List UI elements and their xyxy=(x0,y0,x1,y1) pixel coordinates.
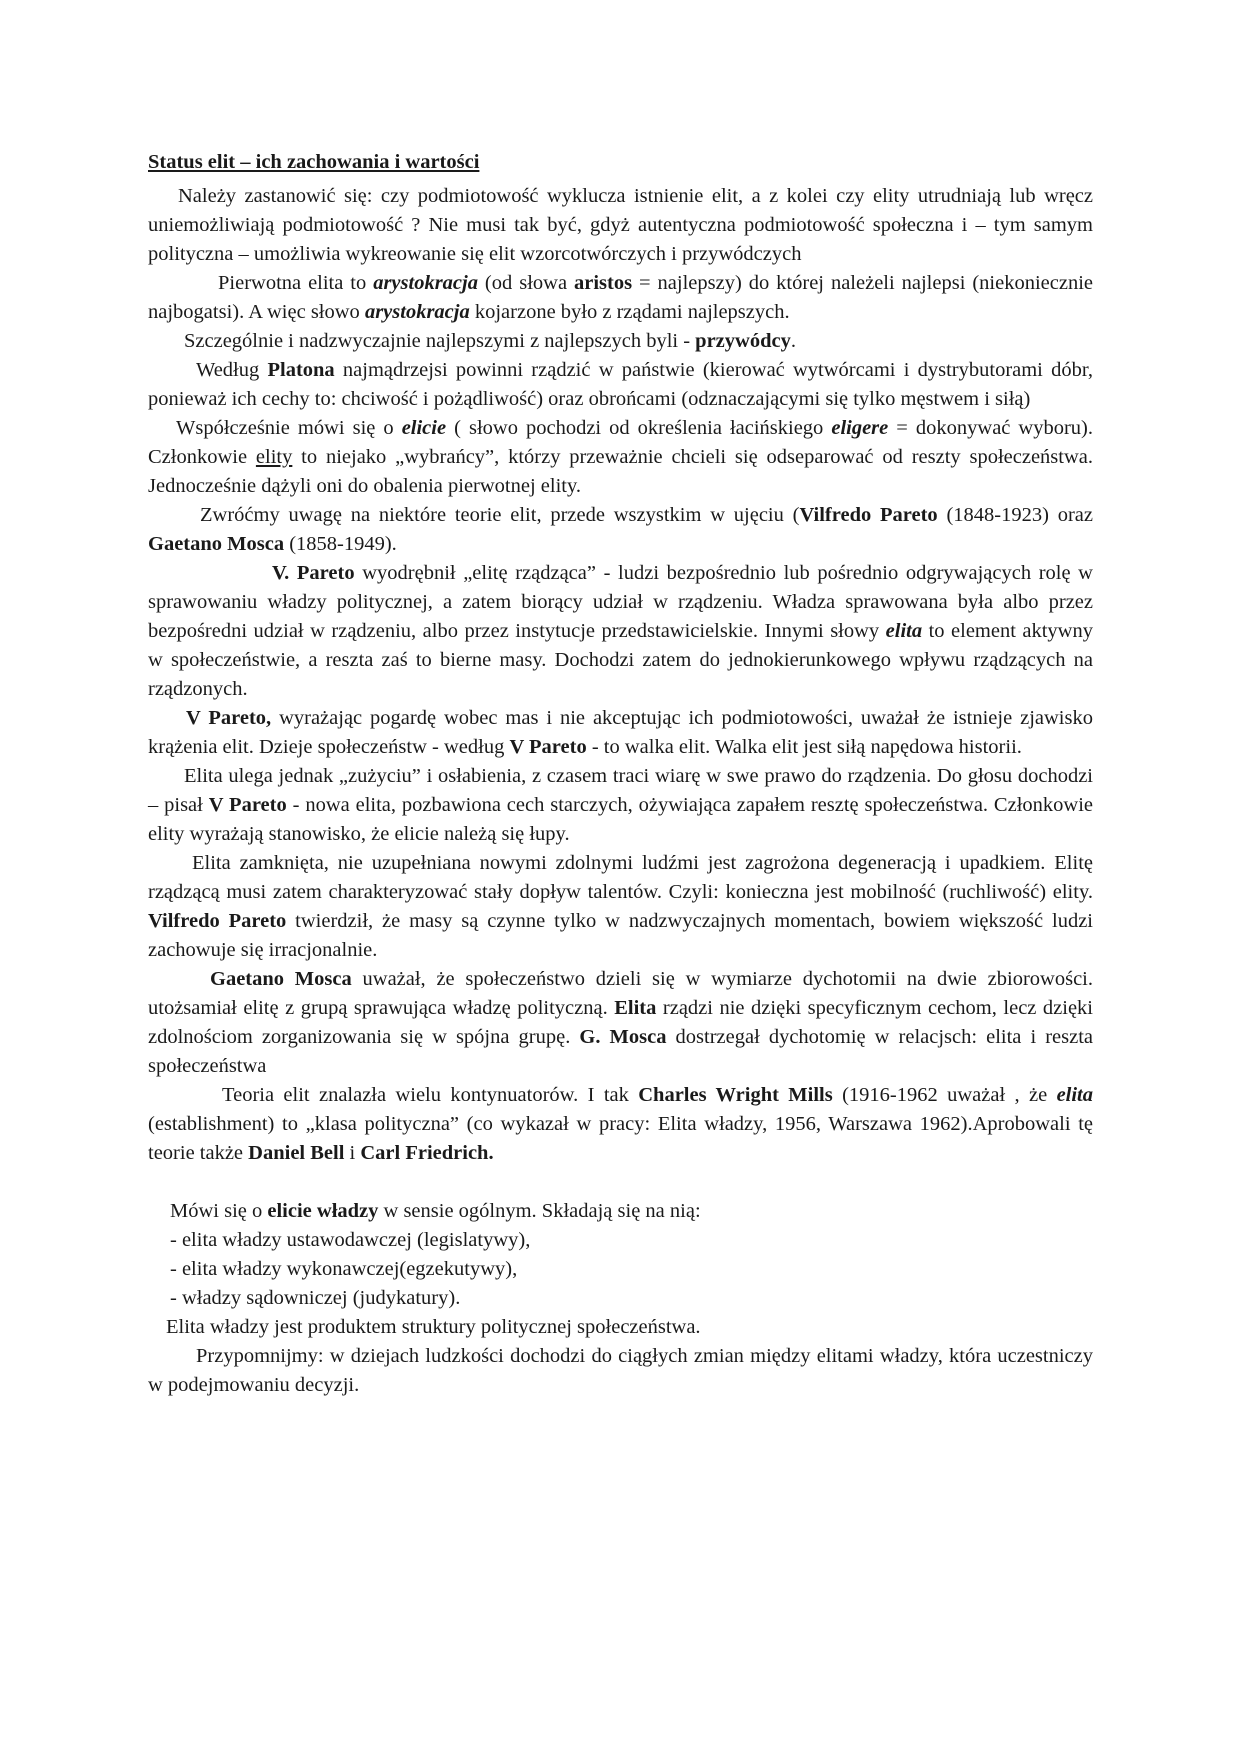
text-run: (establishment) to „klasa polityczna” (co wykazał w pracy: Elita władzy, 1956, Warszawa 1962).Aprobowali tę teorie także xyxy=(148,1113,1093,1164)
text-run: V Pareto, xyxy=(186,707,272,729)
text-run: to element aktywny w społeczeństwie, a reszta zaś to bierne masy. Dochodzi zatem do jednokierunkowego wpływu rządzących na rządzonych. xyxy=(148,620,1093,700)
text-run: Współcześnie mówi się o xyxy=(176,417,402,439)
elite-power-list xyxy=(148,1226,1093,1313)
text-run: Według xyxy=(196,359,268,381)
elite-power-intro xyxy=(148,1197,1093,1226)
text-run: Należy zastanowić się: czy podmiotowość wyklucza istnienie elit, a z kolei czy elity utrudniają lub wręcz uniemożliwiają podmiotowość ? Nie musi tak być, gdyż autentyczna podmiotowość społeczna i – tym samym polityczna – umożliwia wykreowanie się elit wzorcotwórczych i przywódczych xyxy=(148,185,1093,265)
text-run: kojarzone było z rządami najlepszych. xyxy=(469,301,790,323)
text-run: elity xyxy=(255,446,293,468)
text-run: Carl Friedrich. xyxy=(360,1142,494,1164)
text-run: przywódcy xyxy=(695,330,791,352)
list-item: - elita władzy wykonawczej(egzekutywy), xyxy=(170,1258,518,1280)
text-run: elita xyxy=(885,620,923,642)
text-run: Platona xyxy=(267,359,335,381)
body-paragraph xyxy=(148,327,1093,356)
text-run: Teoria elit znalazła wielu kontynuatorów. I tak xyxy=(222,1084,639,1106)
text-run: wyrażając pogardę wobec mas i nie akceptując ich podmiotowości, uważał że istnieje zjawisko krążenia elit. Dzieje społeczeństw - według xyxy=(148,707,1093,758)
text-run: (1916-1962 uważał , że xyxy=(832,1084,1057,1106)
text-run: = dokonywać wyboru). Członkowie xyxy=(148,417,1093,468)
text-run: twierdził, że masy są czynne tylko w nadzwyczajnych momentach, bowiem większość ludzi zachowuje się irracjonalnie. xyxy=(148,910,1093,961)
text-run: ( słowo pochodzi od określenia łacińskiego xyxy=(446,417,832,439)
text-run: i xyxy=(344,1142,361,1164)
text-run: . xyxy=(790,330,796,352)
text-run: rządzi nie dzięki specyficznym cechom, lecz dzięki zdolnościom zorganizowania się w spójna grupę. xyxy=(148,997,1093,1048)
text-run: to niejako „wybrańcy”, którzy przeważnie chcieli się odseparować od reszty społeczeństwa. Jednocześnie dążyli oni do obalenia pierwotnej elity. xyxy=(148,446,1093,497)
text-run: Mówi się o xyxy=(170,1200,268,1222)
body-paragraphs xyxy=(148,182,1093,1168)
text-run: elita xyxy=(1056,1084,1093,1106)
text-run: arystokracja xyxy=(364,301,470,323)
list-item: - władzy sądowniczej (judykatury). xyxy=(170,1287,461,1309)
text-run: - nowa elita, pozbawiona cech starczych, ożywiająca zapałem resztę społeczeństwa. Członkowie elity wyrażają stanowisko, że elicie należą się łupy. xyxy=(148,794,1093,845)
text-run: arystokracja xyxy=(373,272,478,294)
closing-paragraph: Elita władzy jest produktem struktury politycznej społeczeństwa. xyxy=(166,1316,701,1338)
text-run: elicie władzy xyxy=(267,1200,379,1222)
body-paragraph xyxy=(148,414,1093,501)
text-run: V. Pareto xyxy=(272,562,355,584)
body-paragraph xyxy=(148,849,1093,965)
text-run: Gaetano Mosca xyxy=(148,533,285,555)
text-run: Szczególnie i nadzwyczajnie najlepszymi z najlepszych byli - xyxy=(184,330,696,352)
body-paragraph xyxy=(148,559,1093,704)
document-page xyxy=(148,148,1093,1400)
text-run: Gaetano Mosca xyxy=(210,968,352,990)
body-paragraph xyxy=(148,182,1093,269)
body-paragraph xyxy=(148,269,1093,327)
text-run: Pierwotna elita to xyxy=(218,272,374,294)
text-run: Daniel Bell xyxy=(248,1142,345,1164)
text-run: wyodrębnił „elitę rządząca” - ludzi bezpośrednio lub pośrednio odgrywających rolę w sprawowaniu władzy politycznej, a zatem biorący udział w rządzeniu. Władza sprawowana była albo przez bezpośredni udział w rządzeniu, albo przez instytucje przedstawicielskie. Innymi słowy xyxy=(148,562,1093,642)
text-run: dostrzegał dychotomię w relacjsch: elita i reszta społeczeństwa xyxy=(148,1026,1094,1077)
text-run: w sensie ogólnym. Składają się na nią: xyxy=(378,1200,701,1222)
text-run: (od słowa xyxy=(477,272,574,294)
text-run: uważał, że społeczeństwo dzieli się w wymiarze dychotomii na dwie zbiorowości. utożsamiał elitę z grupą sprawująca władzę polityczną. xyxy=(148,968,1094,1019)
body-paragraph xyxy=(148,965,1093,1081)
body-paragraph xyxy=(148,356,1093,414)
text-run: Elita xyxy=(614,997,657,1019)
paragraph-gap xyxy=(148,1168,1093,1197)
text-run: najmądrzejsi powinni rządzić w państwie (kierować wytwórcami i dystrybutorami dóbr, ponieważ ich cechy to: chciwość i pożądliwość) oraz obrońcami (odznaczającymi się tylko męstwem i siłą) xyxy=(148,359,1093,410)
text-run: aristos xyxy=(574,272,633,294)
text-run: - to walka elit. Walka elit jest siłą napędowa historii. xyxy=(586,736,1022,758)
body-paragraph xyxy=(148,704,1093,762)
text-run: (1858-1949). xyxy=(284,533,397,555)
document-title: Status elit – ich zachowania i wartości xyxy=(148,151,480,173)
text-run: (1848-1923) oraz xyxy=(937,504,1093,526)
text-run: elicie xyxy=(401,417,447,439)
list-item: - elita władzy ustawodawczej (legislatywy), xyxy=(170,1229,531,1251)
text-run: Elita zamknięta, nie uzupełniana nowymi zdolnymi ludźmi jest zagrożona degeneracją i upadkiem. Elitę rządzącą musi zatem charakteryzować stały dopływ talentów. Czyli: konieczna jest mobilność (ruchliwość) elity. xyxy=(148,852,1093,903)
text-run: = najlepszy) do której należeli najlepsi (niekoniecznie najbogatsi). A więc słowo xyxy=(148,272,1093,323)
text-run: Elita ulega jednak „zużyciu” i osłabienia, z czasem traci wiarę w swe prawo do rządzenia. Do głosu dochodzi – pisał xyxy=(148,765,1093,816)
text-run: Vilfredo Pareto xyxy=(148,910,287,932)
text-run: V Pareto xyxy=(509,736,587,758)
text-run: eligere xyxy=(831,417,889,439)
body-paragraph xyxy=(148,762,1093,849)
closing-paragraph: Przypomnijmy: w dziejach ludzkości dochodzi do ciągłych zmian między elitami władzy, która uczestniczy w podejmowaniu decyzji. xyxy=(148,1345,1093,1396)
text-run: V Pareto xyxy=(208,794,287,816)
body-paragraph xyxy=(148,1081,1093,1168)
text-run: G. Mosca xyxy=(579,1026,667,1048)
text-run: Vilfredo Pareto xyxy=(799,504,938,526)
body-paragraph xyxy=(148,501,1093,559)
text-run: Charles Wright Mills xyxy=(638,1084,833,1106)
text-run: Zwróćmy uwagę na niektóre teorie elit, przede wszystkim w ujęciu ( xyxy=(200,504,800,526)
